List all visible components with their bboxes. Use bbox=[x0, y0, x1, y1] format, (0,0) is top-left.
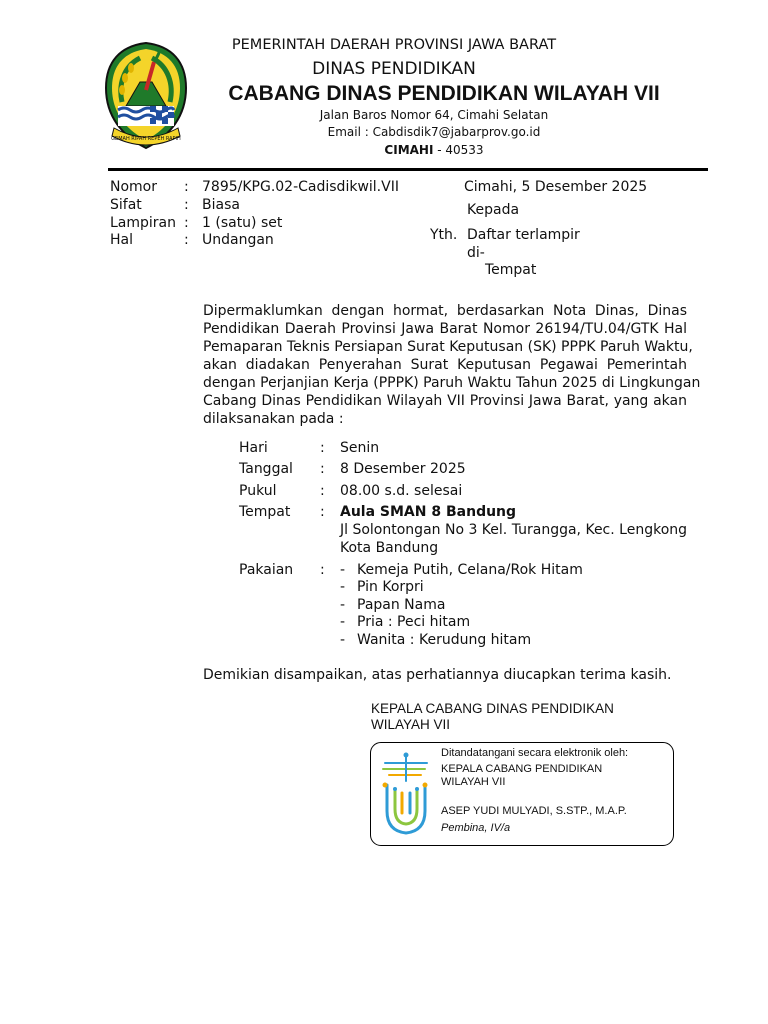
meta-sep: : bbox=[184, 215, 189, 231]
branch-name: CABANG DINAS PENDIDIKAN WILAYAH VII bbox=[228, 82, 660, 105]
closing-sentence: Demikian disampaikan, atas perhatiannya diucapkan terima kasih. bbox=[203, 667, 672, 683]
signatory-rank: Pembina, IV/a bbox=[441, 822, 511, 834]
place-date: Cimahi, 5 Desember 2025 bbox=[464, 179, 648, 195]
meta-label-sifat: Sifat bbox=[110, 197, 142, 213]
detail-sep: : bbox=[320, 483, 325, 499]
detail-label-date: Tanggal bbox=[239, 461, 293, 477]
attire-item: Pria : Peci hitam bbox=[357, 614, 471, 630]
government-name: PEMERINTAH DAERAH PROVINSI JAWA BARAT bbox=[231, 37, 557, 53]
detail-sep: : bbox=[320, 461, 325, 477]
body-paragraph bbox=[203, 302, 701, 428]
list-bullet: - bbox=[340, 614, 346, 630]
list-bullet: - bbox=[340, 562, 346, 578]
addressee-label: Kepada bbox=[467, 202, 520, 218]
detail-sep: : bbox=[320, 562, 325, 578]
agency-name: DINAS PENDIDIKAN bbox=[312, 59, 476, 79]
letter-nature: Biasa bbox=[202, 197, 240, 213]
body-line: akan diadakan Penyerahan Surat Keputusan Pegawai Pemerintah bbox=[203, 357, 687, 373]
detail-sep: : bbox=[320, 440, 325, 456]
meta-label-hal: Hal bbox=[110, 232, 133, 248]
office-email: Email : Cabdisdik7@jabarprov.go.id bbox=[327, 125, 541, 139]
letter-subject: Undangan bbox=[202, 232, 274, 248]
detail-sep: : bbox=[320, 504, 325, 520]
recipient: Daftar terlampir bbox=[467, 227, 580, 243]
letter-number: 7895/KPG.02-Cadisdikwil.VII bbox=[202, 179, 399, 195]
letter-attachment: 1 (satu) set bbox=[202, 215, 283, 231]
signatory-title-line1: KEPALA CABANG DINAS PENDIDIKAN bbox=[371, 701, 614, 716]
meta-label-lampiran: Lampiran bbox=[110, 215, 177, 231]
event-venue: Aula SMAN 8 Bandung bbox=[340, 504, 517, 520]
list-bullet: - bbox=[340, 597, 346, 613]
venue-address: Jl Solontongan No 3 Kel. Turangga, Kec. Lengkong bbox=[340, 522, 688, 538]
detail-label-day: Hari bbox=[239, 440, 268, 456]
recipient-di: di- bbox=[467, 245, 485, 261]
list-bullet: - bbox=[340, 632, 346, 648]
detail-label-attire: Pakaian bbox=[239, 562, 294, 578]
body-line: Dipermaklumkan dengan hormat, berdasarkan Nota Dinas, Dinas bbox=[203, 303, 687, 319]
venue-city: Kota Bandung bbox=[340, 540, 439, 556]
signatory-title-line2: WILAYAH VII bbox=[371, 717, 451, 732]
detail-label-time: Pukul bbox=[239, 483, 277, 499]
list-bullet: - bbox=[340, 579, 346, 595]
office-address: Jalan Baros Nomor 64, Cimahi Selatan bbox=[319, 108, 549, 122]
event-date: 8 Desember 2025 bbox=[340, 461, 466, 477]
svg-text:GEMAH RIPAH REPEH RAPIH: GEMAH RIPAH REPEH RAPIH bbox=[111, 136, 181, 142]
body-line: Cabang Dinas Pendidikan Wilayah VII Provinsi Jawa Barat, yang akan bbox=[203, 393, 687, 409]
city-name: CIMAHI bbox=[384, 143, 434, 157]
recipient-place: Tempat bbox=[485, 262, 537, 278]
esign-note: Ditandatangani secara elektronik oleh: bbox=[441, 747, 629, 759]
event-time: 08.00 s.d. selesai bbox=[340, 483, 463, 499]
meta-sep: : bbox=[184, 197, 189, 213]
letterhead-divider bbox=[108, 168, 708, 171]
detail-label-venue: Tempat bbox=[239, 504, 291, 520]
body-line: Pendidikan Daerah Provinsi Jawa Barat Nomor 26194/TU.04/GTK Hal bbox=[203, 321, 687, 337]
meta-label-nomor: Nomor bbox=[110, 179, 157, 195]
body-line: dilaksanakan pada : bbox=[203, 411, 344, 427]
meta-sep: : bbox=[184, 232, 189, 248]
signatory-name: ASEP YUDI MULYADI, S.STP., M.A.P. bbox=[441, 805, 627, 817]
meta-sep: : bbox=[184, 179, 189, 195]
attire-item: Papan Nama bbox=[357, 597, 446, 613]
attire-item: Kemeja Putih, Celana/Rok Hitam bbox=[357, 562, 583, 578]
esign-office-line1: KEPALA CABANG PENDIDIKAN bbox=[441, 763, 603, 775]
esign-office-line2: WILAYAH VII bbox=[441, 776, 506, 788]
attire-item: Pin Korpri bbox=[357, 579, 424, 595]
body-line: dengan Perjanjian Kerja (PPPK) Paruh Waktu Tahun 2025 di Lingkungan bbox=[203, 375, 701, 391]
office-city bbox=[0, 143, 768, 157]
event-day: Senin bbox=[340, 440, 380, 456]
postal-code: - 40533 bbox=[433, 143, 484, 157]
yth-label: Yth. bbox=[430, 227, 458, 243]
body-line: Pemaparan Teknis Persiapan Surat Keputusan (SK) PPPK Paruh Waktu, bbox=[203, 339, 693, 355]
bsre-esign-icon bbox=[377, 751, 435, 839]
electronic-signature-box bbox=[370, 742, 674, 846]
attire-item: Wanita : Kerudung hitam bbox=[357, 632, 532, 648]
